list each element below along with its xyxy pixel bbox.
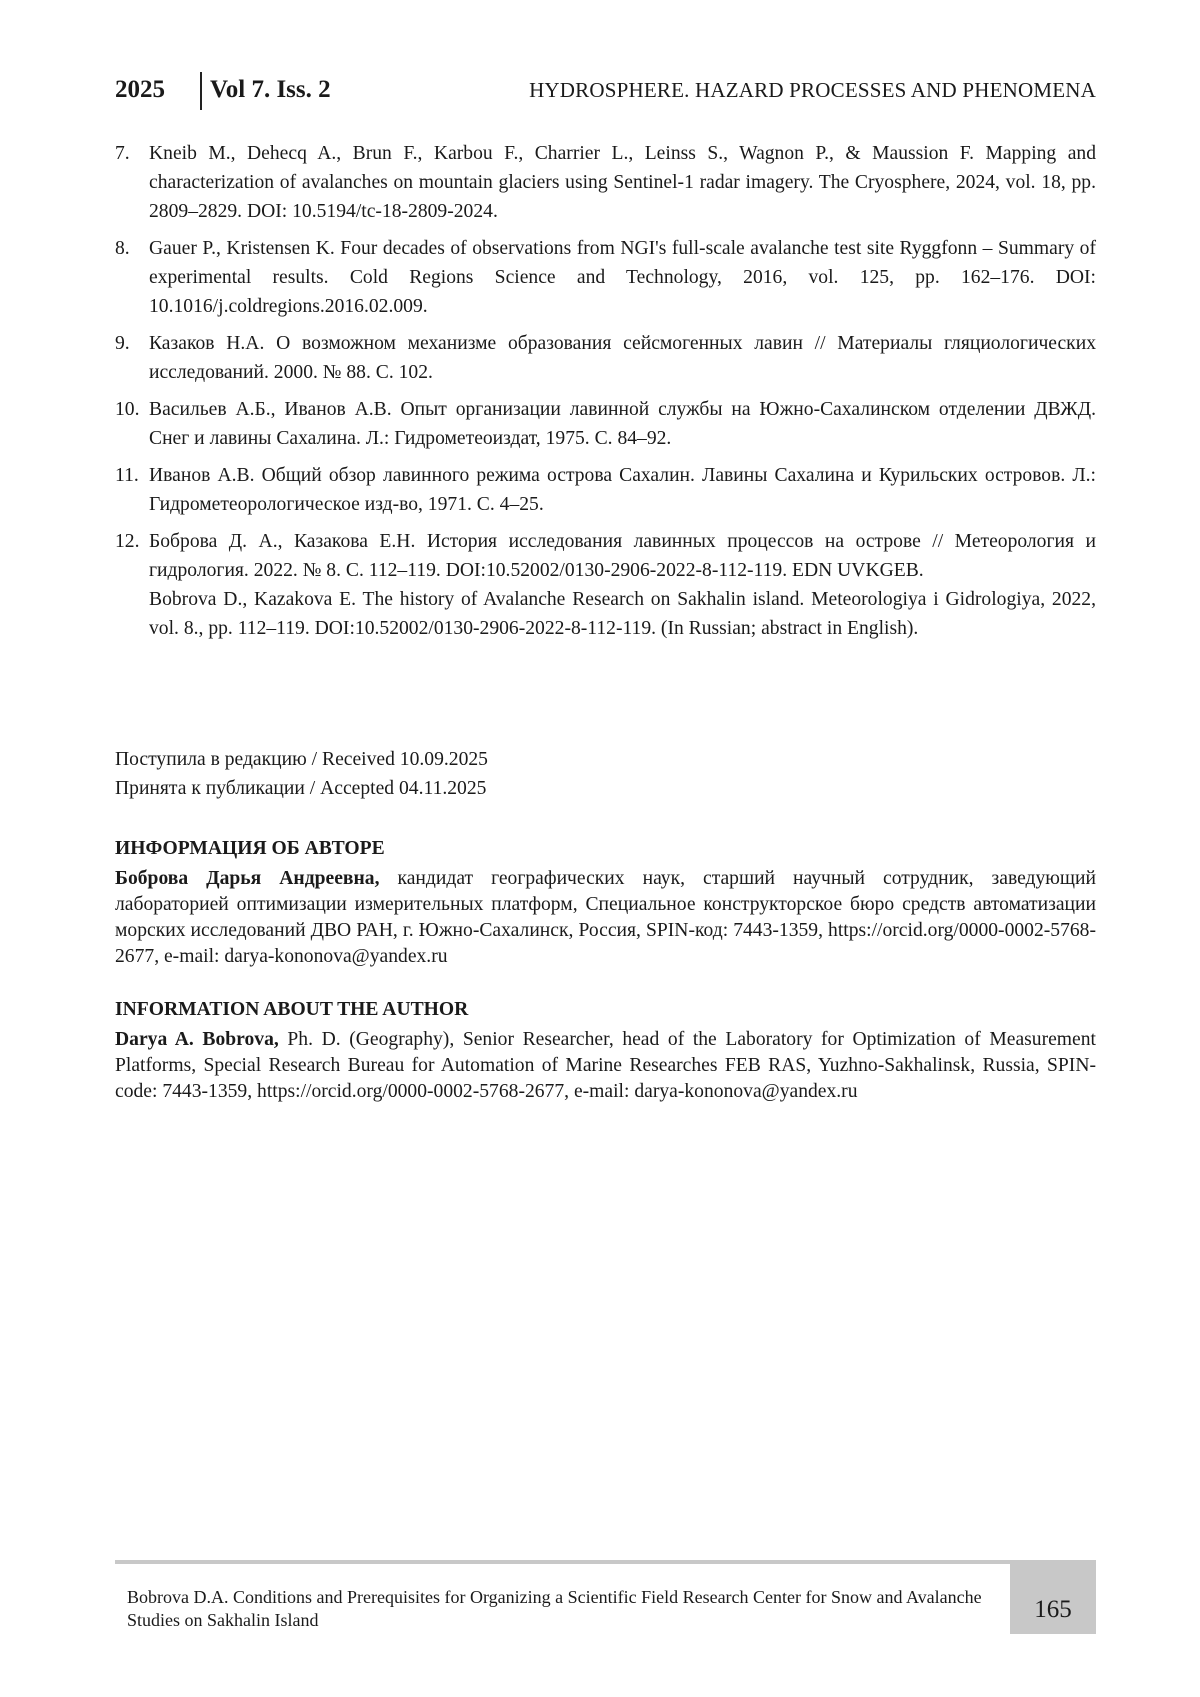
- reference-number: 10.: [115, 399, 140, 420]
- page-number: 165: [1034, 1596, 1072, 1623]
- accepted-date: Принята к публикации / Accepted 04.11.2025: [115, 778, 487, 799]
- reference-item: [115, 395, 1096, 453]
- reference-translation: Bobrova D., Kazakova E. The history of Avalanche Research on Sakhalin island. Meteorologiya i Gidrologiya, 2022, vol. 8., pp. 112–119. DOI:10.52002/0130-2906-2022-8-112-119. (In Russian; abstract in English).: [149, 589, 1096, 639]
- issue-year: 2025: [115, 76, 165, 103]
- journal-title: HYDROSPHERE. HAZARD PROCESSES AND PHENOMENA: [529, 78, 1096, 102]
- author-name: Боброва Дарья Андреевна,: [115, 868, 380, 889]
- reference-number: 12.: [115, 531, 140, 552]
- reference-list: [115, 139, 1096, 651]
- author-info-english: [115, 995, 1096, 1105]
- header-divider: [200, 72, 202, 110]
- author-info-russian: [115, 834, 1096, 970]
- author-info-heading: INFORMATION ABOUT THE AUTHOR: [115, 999, 469, 1020]
- reference-number: 9.: [115, 333, 130, 354]
- reference-item: [115, 139, 1096, 226]
- reference-number: 11.: [115, 465, 139, 486]
- author-info-paragraph: [115, 866, 1096, 970]
- received-date: Поступила в редакцию / Received 10.09.2025: [115, 749, 488, 770]
- reference-text: Иванов А.В. Общий обзор лавинного режима острова Сахалин. Лавины Сахалина и Курильских островов. Л.: Гидрометеорологическое изд-во, 1971. С. 4–25.: [149, 465, 1096, 515]
- reference-number: 8.: [115, 238, 130, 259]
- page-number-box: [1010, 1560, 1096, 1634]
- author-details: кандидат географических наук, старший научный сотрудник, заведующий лабораторией оптимизации измерительных платформ, Специальное конструкторское бюро средств автоматизации морских исследований ДВО РАН, г. Южно-Сахалинск, Россия, SPIN-код: 7443-1359, https://orcid.org/0000-0002-5768-2677, e-mail: darya-kononova@yandex.ru: [115, 868, 1096, 967]
- reference-item: [115, 461, 1096, 519]
- author-info-heading: ИНФОРМАЦИЯ ОБ АВТОРЕ: [115, 838, 385, 859]
- footer-rule: [115, 1560, 1096, 1564]
- reference-item: [115, 329, 1096, 387]
- reference-text: Васильев А.Б., Иванов А.В. Опыт организации лавинной службы на Южно-Сахалинском отделении ДВЖД. Снег и лавины Сахалина. Л.: Гидрометеоиздат, 1975. С. 84–92.: [149, 399, 1096, 449]
- submission-dates: [115, 745, 488, 803]
- author-name: Darya A. Bobrova,: [115, 1029, 279, 1050]
- reference-item: [115, 234, 1096, 321]
- reference-item: [115, 527, 1096, 643]
- page-header: [115, 72, 1096, 112]
- volume-issue: Vol 7. Iss. 2: [210, 76, 331, 103]
- reference-text: Боброва Д. А., Казакова Е.Н. История исследования лавинных процессов на острове // Метеорология и гидрология. 2022. № 8. С. 112–119. DOI:10.52002/0130-2906-2022-8-112-119. EDN UVKGEB.: [149, 531, 1096, 581]
- author-details: Ph. D. (Geography), Senior Researcher, head of the Laboratory for Optimization of Measurement Platforms, Special Research Bureau for Automation of Marine Researches FEB RAS, Yuzhno-Sakhalinsk, Russia, SPIN-code: 7443-1359, https://orcid.org/0000-0002-5768-2677, e-mail: darya-kononova@yandex.ru: [115, 1029, 1096, 1102]
- reference-text: Казаков Н.А. О возможном механизме образования сейсмогенных лавин // Материалы гляциологических исследований. 2000. № 88. С. 102.: [149, 333, 1096, 383]
- page-footer: [115, 1560, 1096, 1630]
- author-info-paragraph: [115, 1027, 1096, 1105]
- footer-citation: Bobrova D.A. Conditions and Prerequisites for Organizing a Scientific Field Research Center for Snow and Avalanche Studies on Sakhalin Island: [127, 1587, 982, 1630]
- reference-number: 7.: [115, 143, 130, 164]
- reference-text: Gauer P., Kristensen K. Four decades of observations from NGI's full-scale avalanche test site Ryggfonn – Summary of experimental results. Cold Regions Science and Technology, 2016, vol. 125, pp. 162–176. DOI: 10.1016/j.coldregions.2016.02.009.: [149, 238, 1096, 317]
- reference-text: Kneib M., Dehecq A., Brun F., Karbou F., Charrier L., Leinss S., Wagnon P., & Maussion F. Mapping and characterization of avalanches on mountain glaciers using Sentinel-1 radar imagery. The Cryosphere, 2024, vol. 18, pp. 2809–2829. DOI: 10.5194/tc-18-2809-2024.: [149, 143, 1096, 222]
